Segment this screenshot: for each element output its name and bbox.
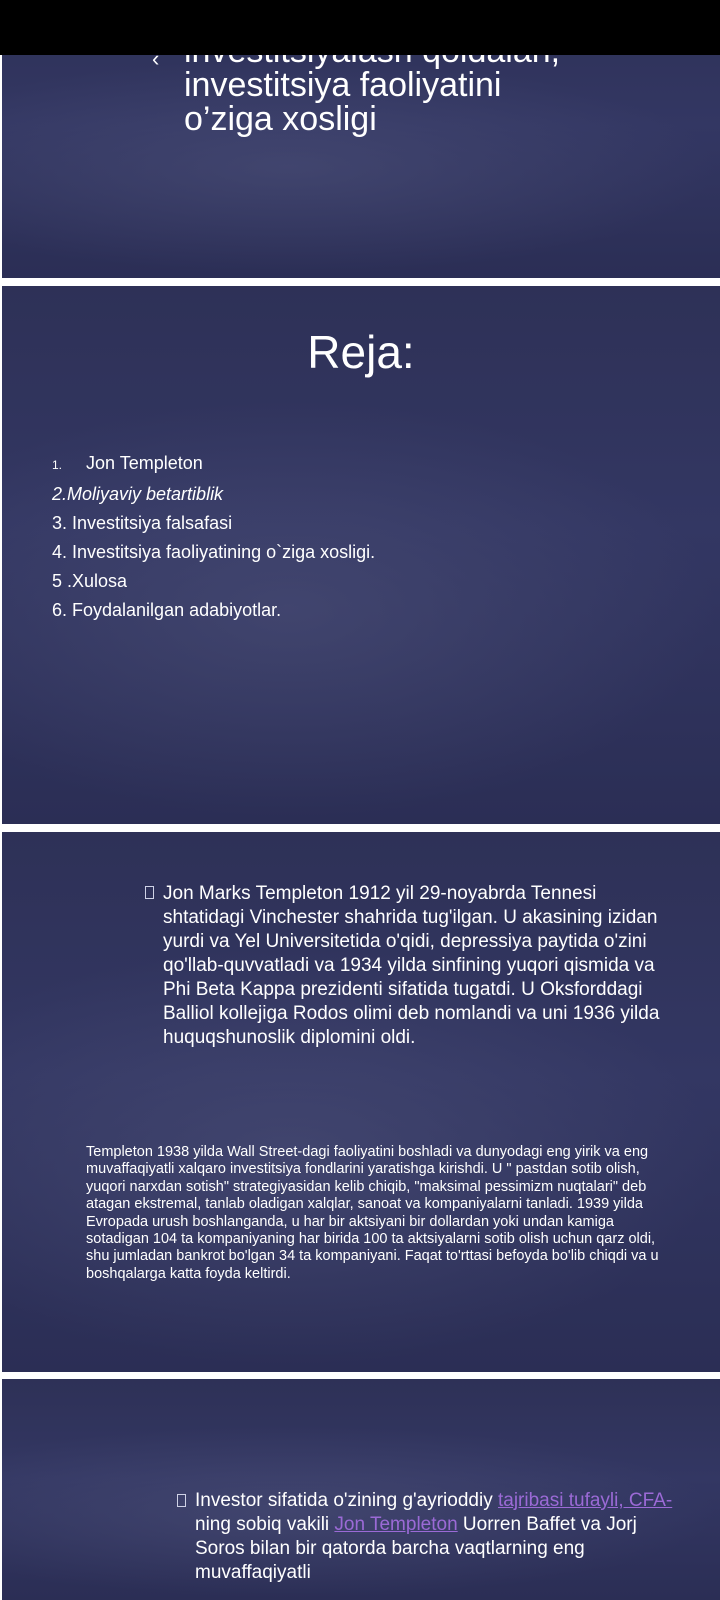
toc-item: 6. Foydalanilgan adabiyotlar. (52, 600, 282, 620)
toc-item-text: Jon Templeton (86, 453, 203, 473)
investor-text-b: ning sobiq vakili (195, 1514, 335, 1535)
toc-item: 5 .Xulosa (52, 571, 128, 591)
title-line-3: o’ziga xosligi (184, 100, 377, 138)
biography-paragraph: Templeton 1938 yilda Wall Street-dagi faoliyatini boshladi va dunyodagi eng yirik va eng muvaffaqiyatli xalqaro investitsiya fondlarini yaratishga kirishdi. U " pastdan sotib olish, yuqori narxdan sotish" strategiyasidan kelib chiqib, "maksimal pessimizm nuqtalari" deb atagan ekstremal, tanlab oladigan xalqlar, sanoat va kompaniyalarni tanladi. 1939 yilda Evropada urush boshlanganda, u har bir aktsiyani bir dollardan yoki undan kamiga sotadigan 104 ta kompaniyaning har birida 100 ta aktsiyalarni sotib olish uchun qarz oldi, shu jumladan bankrot bo'lgan 34 ta kompaniyani. Faqat to'rttasi befoyda bo'lib chiqdi va u boshqalarga katta foyda keltirdi. (86, 1144, 659, 1282)
bullet-square-icon (177, 1494, 186, 1507)
biography-bullet (163, 882, 663, 1050)
toc-item: 2.Moliyaviy betartiblik (52, 484, 224, 504)
toc-number: 1. (52, 458, 63, 472)
reja-heading: Reja: (307, 326, 415, 378)
investor-text-a: Investor sifatida o'zining g'ayrioddiy (195, 1490, 498, 1511)
slide-reja (2, 286, 720, 824)
slide-biography (2, 832, 720, 1372)
toc-item: 3. Investitsiya falsafasi (52, 513, 233, 533)
bullet-square-icon (145, 886, 154, 899)
experience-link[interactable]: tajribasi tufayli, CFA- (497, 1490, 673, 1511)
table-of-contents (52, 449, 375, 625)
status-bar (0, 0, 720, 55)
slide-investor (2, 1379, 720, 1600)
investor-text-c: Uorren Baffet va Jorj Soros bilan bir qatorda barcha vaqtlarning eng muvaffaqiyatli (195, 1514, 637, 1583)
title-line-2: investitsiya faoliyatini (184, 66, 502, 104)
templeton-link[interactable]: Jon Templeton (334, 1514, 458, 1535)
investor-bullet (195, 1489, 675, 1585)
chevron-left-icon[interactable]: ‹ (152, 46, 160, 71)
biography-bullet-text: Jon Marks Templeton 1912 yil 29-noyabrda Tennesi shtatidagi Vinchester shahrida tug'ilgan. U akasining izidan yurdi va Yel Universitetida o'qidi, depressiya paytida o'zini qo'llab-quvvatladi va 1934 yilda sinfining yuqori qismida va Phi Beta Kappa prezidenti sifatida tugatdi. U Oksforddagi Balliol kollejiga Rodos olimi deb nomlandi va uni 1936 yilda huquqshunoslik diplomini oldi. (163, 883, 660, 1048)
toc-item: 4. Investitsiya faoliyatining o`ziga xosligi. (52, 542, 376, 562)
toc-item (52, 449, 375, 480)
